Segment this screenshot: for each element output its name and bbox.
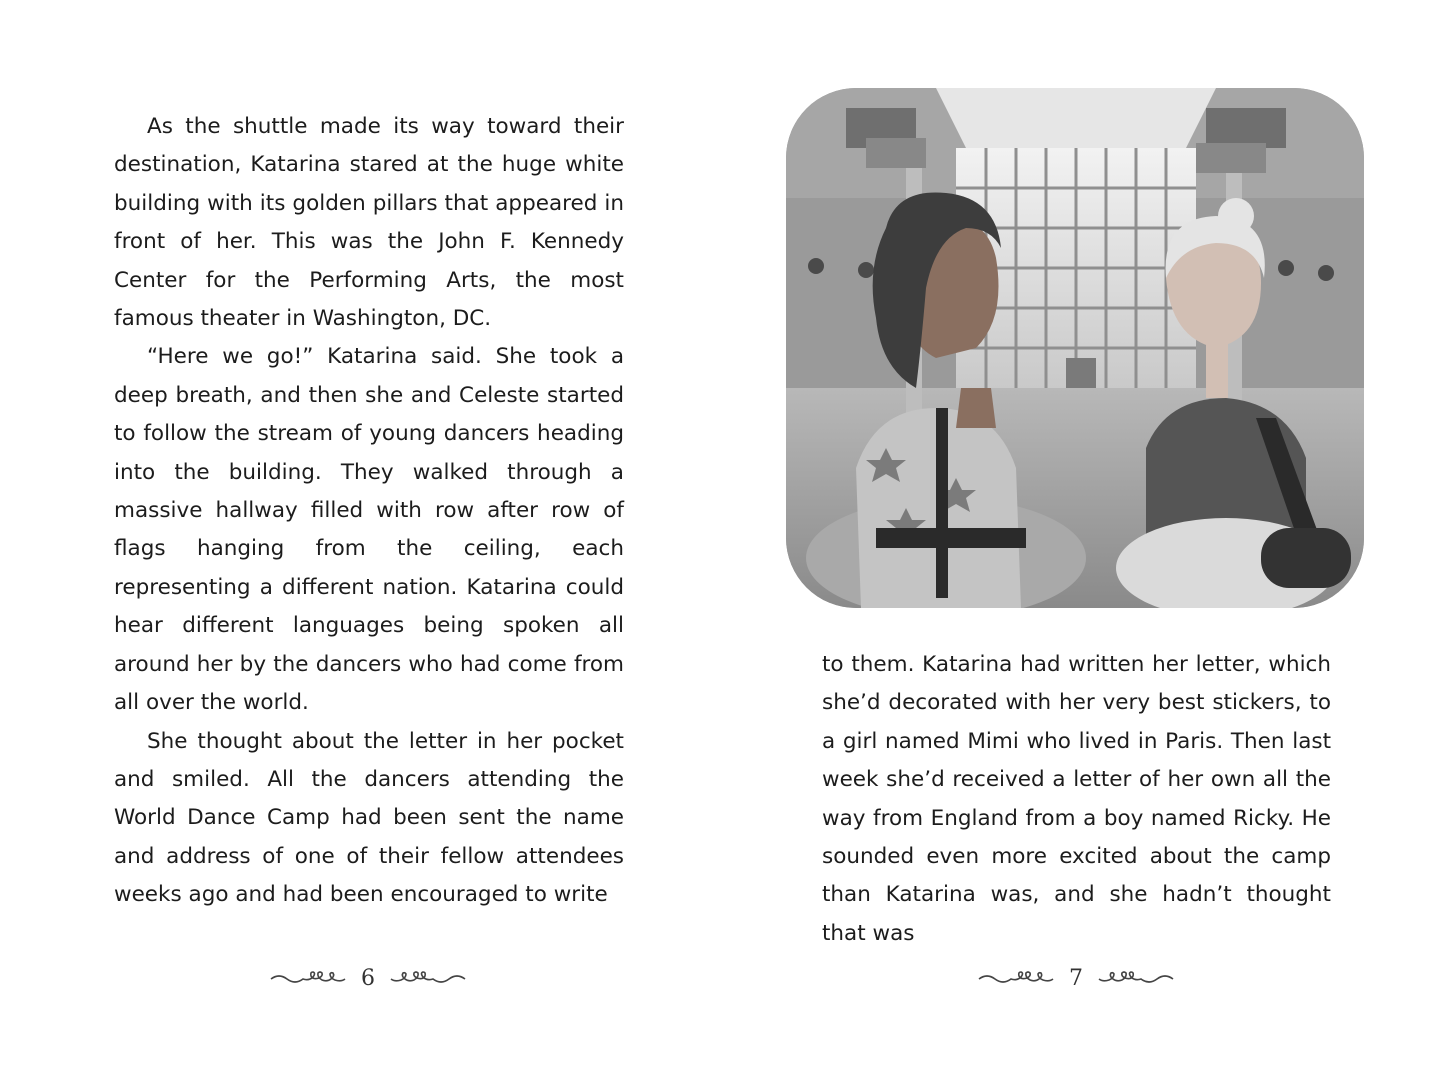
two-dancers-illustration-icon — [786, 88, 1364, 608]
page-number: 7 — [1069, 965, 1083, 991]
paragraph: to them. Katarina had written her letter, which she’d decorated with her very best stickers, to a girl named Mimi who lived in Paris. Then last week she’d received a letter of her own all the way from England from a boy named Ricky. He sounded even more excited about the camp than Katarina was, and she hadn’t thought that was — [822, 652, 1331, 946]
left-page-text — [114, 108, 624, 915]
paragraph: “Here we go!” Katarina said. She took a deep breath, and then she and Celeste started to follow the stream of young dancers heading into the building. They walked through a massive hallway filled with row after row of flags hanging from the ceiling, each representing a different nation. Katarina could hear different languages being spoken all around her by the dancers who had come from all over the world. — [114, 344, 624, 716]
page-number: 6 — [361, 965, 375, 991]
right-page-text — [822, 646, 1331, 953]
paragraph: She thought about the letter in her pocket and smiled. All the dancers attending the World Dance Camp had been sent the name and address of one of their fellow attendees weeks ago and had been encouraged to write — [114, 728, 624, 908]
flourish-left-icon — [269, 963, 347, 993]
page-folio — [970, 958, 1182, 998]
right-page — [722, 0, 1445, 1083]
flourish-right-icon — [1097, 963, 1175, 993]
left-page — [0, 0, 722, 1083]
flourish-left-icon — [977, 963, 1055, 993]
flourish-right-icon — [389, 963, 467, 993]
paragraph: As the shuttle made its way toward their destination, Katarina stared at the huge white building with its golden pillars that appeared in front of her. This was the John F. Kennedy Center for the Performing Arts, the most famous theater in Washington, DC. — [114, 114, 624, 332]
page-folio — [262, 958, 474, 998]
illustration — [786, 88, 1364, 608]
